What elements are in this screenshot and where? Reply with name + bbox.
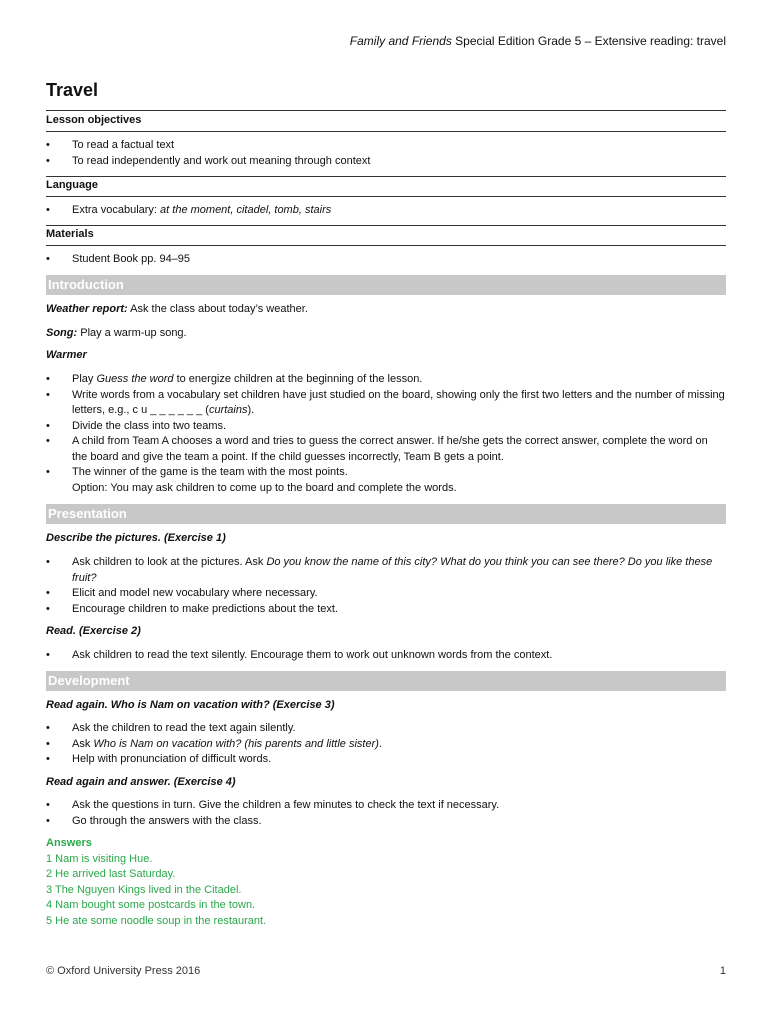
footer-copyright: © Oxford University Press 2016 — [46, 965, 201, 977]
divider — [46, 176, 726, 177]
list-item — [46, 203, 726, 219]
song — [46, 326, 726, 341]
weather-label: Weather report: — [46, 303, 128, 315]
list-item: • To read a factual text — [46, 138, 726, 154]
header-subtitle: Special Edition Grade 5 – Extensive reading: travel — [451, 34, 726, 48]
game-name: Guess the word — [96, 373, 174, 385]
vocab-prefix: Extra vocabulary: — [72, 204, 161, 216]
introduction-heading: Introduction — [46, 275, 726, 295]
divider — [46, 225, 726, 226]
text: ). — [247, 404, 255, 416]
divider — [46, 196, 726, 197]
example-word: curtains — [208, 404, 248, 416]
list-item: • Student Book pp. 94–95 — [46, 252, 726, 268]
text: Write words from a vocabulary set children have just studied on the board, showing only the first two letters and the number of missing letters, e.g., c u _ _ _ _ _ _ ( — [72, 388, 725, 416]
answer-item: 4 Nam bought some postcards in the town. — [46, 899, 256, 911]
answer-item: 5 He ate some noodle soup in the restaurant. — [46, 914, 267, 927]
text: Play — [72, 373, 97, 385]
exercise-2-list — [46, 648, 726, 664]
list-item: • The winner of the game is the team with the most points. — [46, 465, 726, 481]
list-item: • Ask the children to read the text again silently. — [46, 721, 726, 737]
list-item: • Ask children to read the text silently. Encourage them to work out unknown words from the context. — [46, 648, 726, 664]
list-item-option: Option: You may ask children to come up to the board and complete the words. — [72, 481, 457, 494]
list-item — [46, 388, 726, 419]
development-heading: Development — [46, 671, 726, 691]
weather-report — [46, 302, 726, 317]
song-label: Song: — [46, 327, 78, 339]
list-item — [46, 555, 726, 586]
list-item — [46, 737, 726, 753]
exercise-1-label: Describe the pictures. (Exercise 1) — [46, 532, 226, 544]
materials-label: Materials — [46, 228, 94, 240]
answers-title: Answers — [46, 837, 92, 849]
list-item — [46, 372, 726, 388]
list-item: • Elicit and model new vocabulary where necessary. — [46, 586, 726, 602]
materials-list — [46, 252, 726, 268]
lesson-objectives-label: Lesson objectives — [46, 114, 142, 126]
header-book-title: Family and Friends — [349, 34, 452, 48]
list-item: • Encourage children to make predictions about the text. — [46, 602, 726, 618]
answer-item: 1 Nam is visiting Hue. — [46, 852, 153, 865]
answers-block — [46, 836, 266, 929]
text: Ask children to look at the pictures. Ask — [72, 556, 267, 568]
exercise-3-list — [46, 721, 726, 768]
answer-item: 3 The Nguyen Kings lived in the Citadel. — [46, 883, 242, 896]
list-item: • A child from Team A chooses a word and tries to guess the correct answer. If he/she gets the correct answer, complete the word on the board and give the team a point. If the child guesses incorrectly, Team B gets a point. — [46, 434, 726, 465]
lesson-objectives-list — [46, 138, 726, 169]
divider — [46, 110, 726, 111]
exercise-3-label: Read again. Who is Nam on vacation with? (Exercise 3) — [46, 699, 335, 711]
exercise-2-label: Read. (Exercise 2) — [46, 625, 141, 637]
warmer-list — [46, 372, 726, 496]
warmer-label: Warmer — [46, 349, 87, 361]
text: to energize children at the beginning of the lesson. — [173, 373, 423, 385]
questions: Do you know the name of this city? What do you think you can see there? Do you like these fruit? — [72, 556, 713, 584]
exercise-4-list — [46, 798, 726, 829]
question: Who is Nam on vacation with? (his parents and little sister) — [93, 737, 379, 750]
presentation-heading: Presentation — [46, 504, 726, 524]
divider — [46, 131, 726, 132]
song-text: Play a warm-up song. — [77, 327, 187, 339]
document-title: Travel — [46, 80, 99, 100]
list-item: • To read independently and work out meaning through context — [46, 154, 726, 170]
language-list — [46, 203, 726, 219]
language-label: Language — [46, 179, 98, 191]
text: Ask — [72, 737, 94, 750]
divider — [46, 245, 726, 246]
list-item: • Divide the class into two teams. — [46, 419, 726, 435]
text: . — [378, 737, 382, 750]
exercise-4-label: Read again and answer. (Exercise 4) — [46, 776, 236, 788]
answer-item: 2 He arrived last Saturday. — [46, 868, 176, 880]
exercise-1-list — [46, 555, 726, 617]
weather-text: Ask the class about today’s weather. — [127, 303, 308, 315]
list-item: • Help with pronunciation of difficult words. — [46, 752, 726, 768]
list-item: • Go through the answers with the class. — [46, 814, 726, 830]
footer-page-number: 1 — [719, 965, 726, 977]
list-item: • Ask the questions in turn. Give the children a few minutes to check the text if necessary. — [46, 798, 726, 814]
running-header — [350, 34, 726, 48]
vocab-words: at the moment, citadel, tomb, stairs — [160, 204, 332, 216]
